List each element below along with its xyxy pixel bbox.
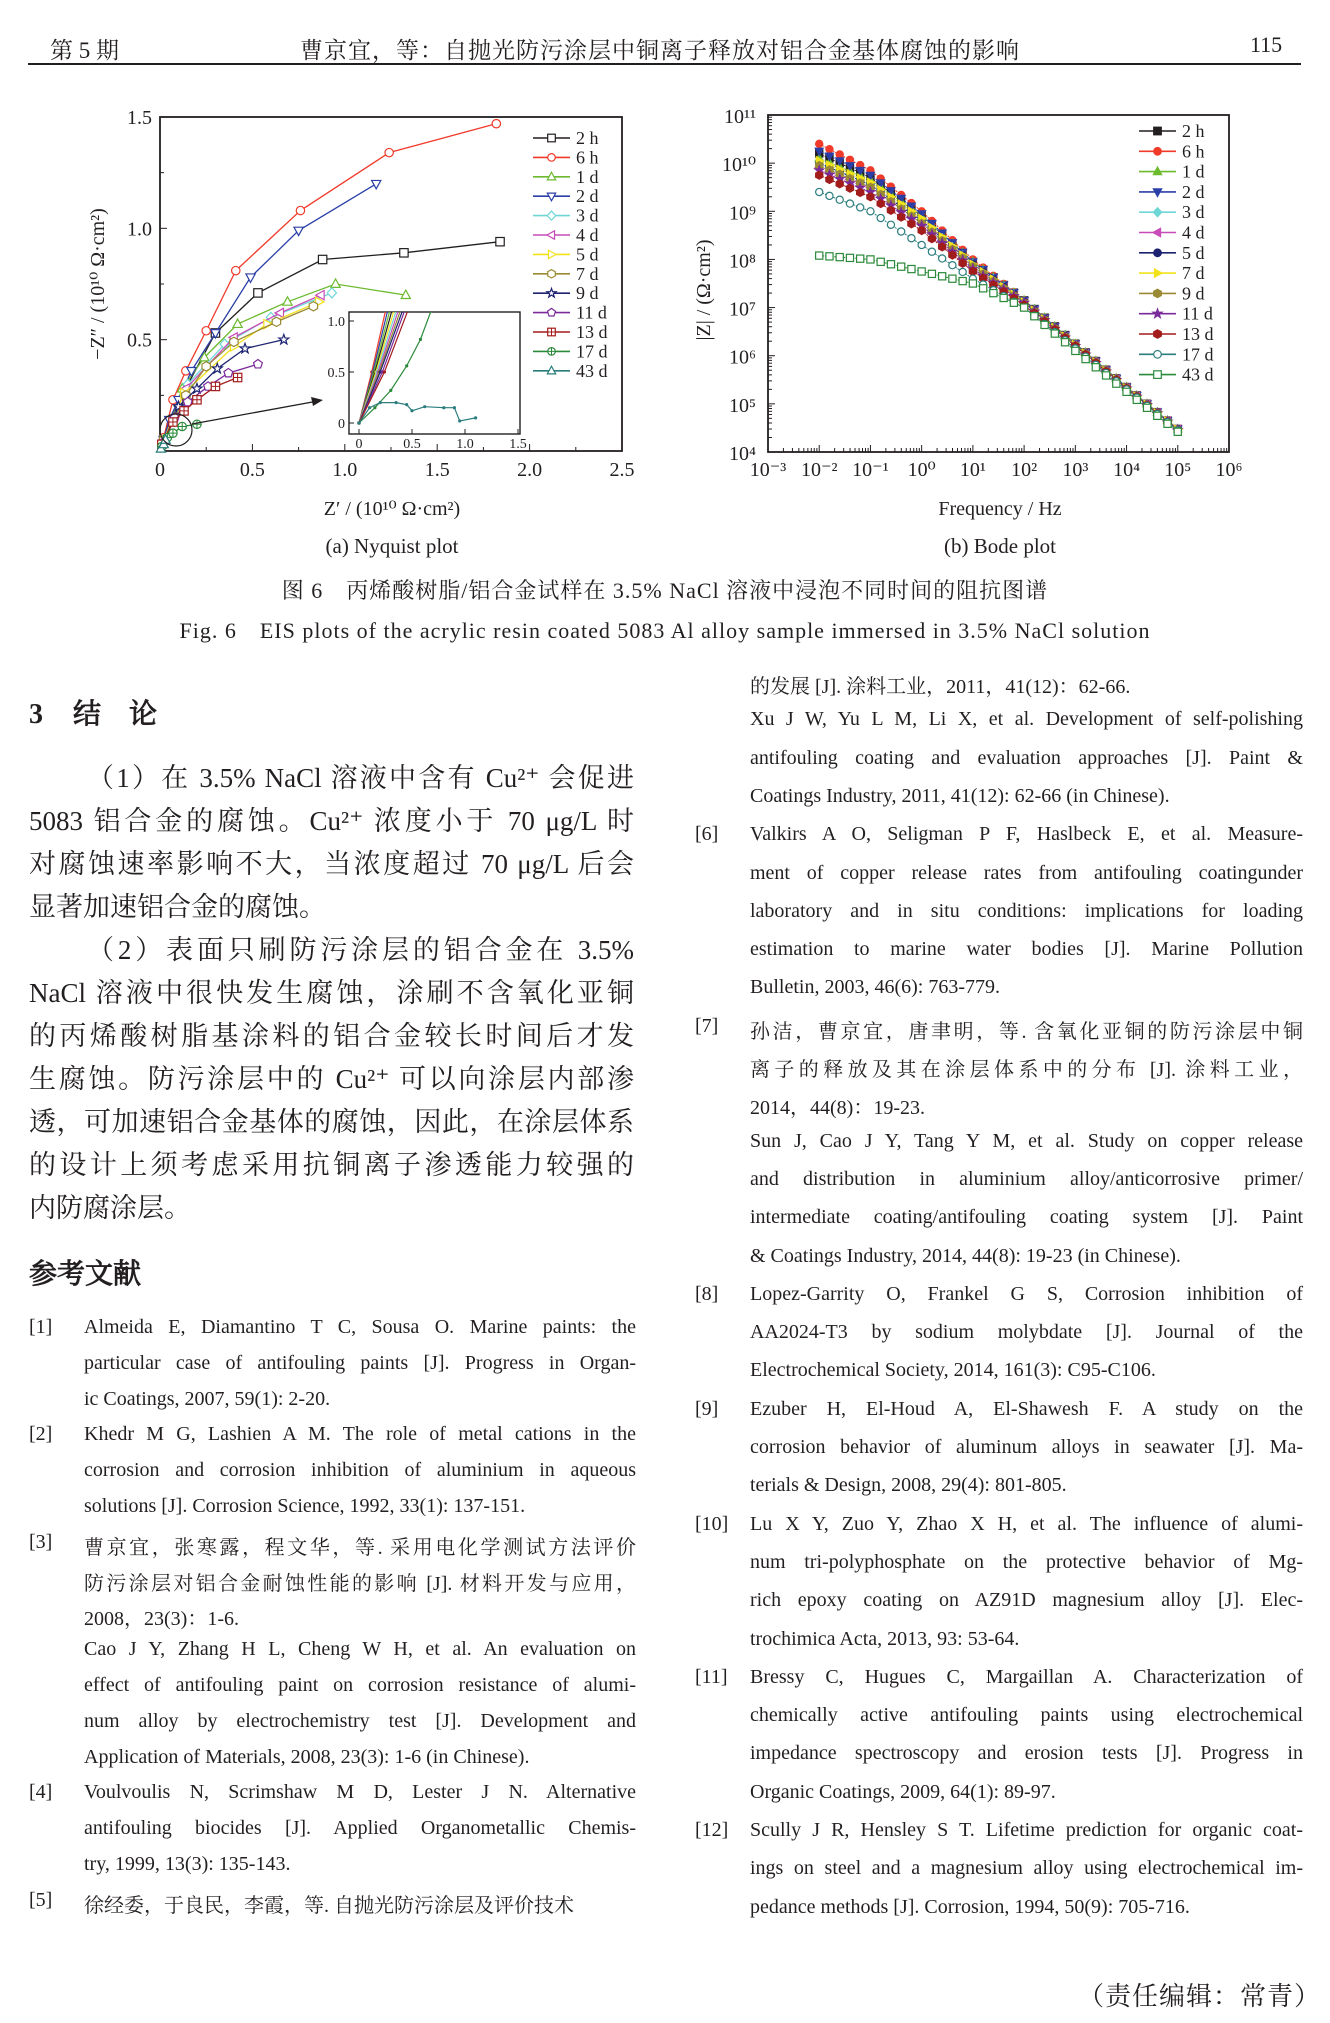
data-point: [877, 200, 884, 208]
text-line: NaCl 溶液中很快发生腐蚀，涂刷不含氧化亚铜: [29, 978, 634, 1008]
reference-line: particular case of antifouling paints [J]. Progress in Organ-: [84, 1351, 636, 1374]
data-point: [1092, 364, 1099, 371]
x-tick-label: 10⁻¹: [852, 459, 889, 481]
reference-number: [6]: [695, 823, 719, 846]
reference-line: Sun J, Cao J Y, Tang Y M, et al. Study on copper release: [750, 1129, 1303, 1152]
figure-caption-en: Fig. 6 EIS plots of the acrylic resin coated 5083 Al alloy sample immersed in 3.5% NaCl solution: [179, 618, 1151, 643]
data-point: [836, 254, 843, 261]
legend-label: 13 d: [1182, 324, 1214, 344]
reference-line: ment of copper release rates from antifouling coatingunder: [750, 861, 1303, 884]
data-point: [1143, 404, 1150, 411]
y-tick-label: 1.5: [127, 107, 152, 129]
page-number: 115: [1250, 32, 1283, 57]
y-tick-label: 10⁷: [729, 298, 756, 321]
data-point: [1154, 371, 1162, 379]
inset-data-point: [405, 403, 408, 406]
reference-line: 离子的释放及其在涂层体系中的分布 [J]. 涂料工业，: [750, 1059, 1303, 1081]
reference-line: Application of Materials, 2008, 23(3): 1-6 (in Chinese).: [84, 1745, 530, 1768]
data-point: [969, 280, 976, 287]
data-point: [1154, 148, 1162, 156]
section-number: 3: [29, 699, 43, 730]
reference-number: [7]: [695, 1014, 719, 1037]
legend-label: 2 h: [1182, 121, 1205, 141]
x-tick-label: 2.0: [517, 459, 543, 481]
data-point: [202, 362, 210, 371]
inset-data-point: [379, 401, 382, 404]
data-point: [969, 268, 976, 276]
legend-label: 2 d: [1182, 181, 1205, 202]
data-point: [1000, 294, 1007, 301]
text-line: 生腐蚀。防污涂层中的 Cu²⁺ 可以向涂层内部渗: [29, 1064, 634, 1094]
x-axis-title: Frequency / Hz: [938, 498, 1062, 520]
text-line: 显著加速铝合金的腐蚀。: [29, 892, 326, 922]
reference-line: 孙洁，曹京宜，唐聿明，等. 含氧化亚铜的防污涂层中铜: [750, 1020, 1303, 1043]
data-point: [898, 228, 905, 235]
inset-y-tick-label: 0.5: [327, 366, 345, 381]
inset-y-tick-label: 1.0: [327, 315, 345, 330]
data-point: [1031, 313, 1038, 320]
x-tick-label: 10⁶: [1215, 459, 1243, 481]
legend-label: 11 d: [576, 302, 607, 323]
data-point: [331, 279, 340, 287]
y-axis-title: |Z| / (Ω·cm²): [693, 239, 715, 341]
data-point: [309, 302, 317, 311]
data-point: [547, 211, 555, 220]
data-point: [1164, 420, 1171, 427]
data-point: [548, 250, 556, 258]
legend-label: 3 d: [1182, 202, 1205, 223]
x-tick-label: 10²: [1011, 459, 1038, 481]
reference-line: solutions [J]. Corrosion Science, 1992, 33(1): 137-151.: [84, 1495, 526, 1517]
y-tick-label: 0.5: [127, 329, 152, 352]
data-point: [254, 289, 262, 297]
data-point: [1061, 339, 1068, 346]
inset-data-point: [442, 406, 445, 409]
data-point: [816, 252, 823, 259]
data-point: [1082, 355, 1089, 362]
text-line: 的设计上须考虑采用抗铜离子渗透能力较强的: [29, 1150, 634, 1180]
data-point: [816, 171, 823, 179]
reference-line: 曹京宜，张寒露，程文华，等. 采用电化学测试方法评价: [84, 1536, 636, 1559]
inset-x-tick-label: 1.5: [509, 437, 527, 452]
y-tick-label: 1.0: [127, 218, 152, 241]
y-tick-label: 10¹¹: [724, 106, 756, 128]
data-point: [928, 270, 935, 277]
data-point: [1072, 347, 1079, 354]
legend-label: 1 d: [1182, 161, 1205, 182]
inset-data-point: [373, 406, 376, 409]
x-tick-label: 10⁵: [1164, 459, 1192, 481]
legend-label: 9 d: [1182, 283, 1205, 304]
data-point: [385, 148, 393, 156]
reference-line: Bressy C, Hugues C, Margaillan A. Characterization of: [750, 1665, 1303, 1688]
x-tick-label: 10³: [1062, 459, 1089, 481]
legend-label: 5 d: [1182, 242, 1205, 263]
inset-data-point: [423, 405, 426, 408]
reference-line: impedance spectroscopy and erosion tests [J]. Progress in: [750, 1742, 1303, 1765]
reference-number: [4]: [29, 1781, 53, 1804]
references-heading: 参考文献: [29, 1259, 142, 1290]
y-tick-label: 10⁶: [729, 346, 756, 369]
data-point: [877, 258, 884, 265]
data-point: [959, 277, 966, 284]
inset-data-point: [395, 401, 398, 404]
x-axis-title: Z′ / (10¹⁰ Ω·cm²): [323, 498, 461, 520]
legend-label: 1 d: [576, 166, 599, 187]
inset-x-tick-label: 0.5: [403, 437, 421, 452]
running-header-title: 曹京宜，等：自抛光防污涂层中铜离子释放对铝合金基体腐蚀的影响: [300, 38, 1020, 63]
data-point: [1153, 309, 1162, 318]
reference-line: ic Coatings, 2007, 59(1): 2-20.: [84, 1387, 331, 1410]
legend-label: 6 h: [1182, 141, 1205, 162]
text-line: （1）在 3.5% NaCl 溶液中含有 Cu²⁺ 会促进: [87, 763, 634, 793]
y-tick-label: 10⁴: [729, 443, 756, 465]
data-point: [867, 208, 874, 215]
reference-line: 徐经委，于良民，李霞，等. 自抛光防污涂层及评价技术: [84, 1894, 574, 1917]
data-point: [980, 285, 987, 292]
section-heading: [29, 692, 187, 732]
figure-caption-cn: 图 6 丙烯酸树脂/铝合金试样在 3.5% NaCl 溶液中浸泡不同时间的阻抗图谱: [281, 578, 1049, 603]
data-point: [918, 268, 925, 275]
reference-line: Ezuber H, El-Houd A, El-Shawesh F. A study on the: [750, 1397, 1303, 1420]
inset-data-point: [419, 338, 422, 341]
subfigure-caption: (b) Bode plot: [944, 534, 1056, 558]
figure-6-charts: [0, 0, 1330, 570]
y-tick-label: 10⁸: [729, 250, 756, 273]
data-point: [230, 337, 238, 346]
legend-label: 4 d: [576, 225, 599, 245]
nyquist-chart: [87, 107, 635, 558]
x-tick-label: 10⁻²: [800, 459, 838, 481]
inset-data-point: [410, 409, 413, 412]
legend-label: 13 d: [576, 322, 608, 342]
data-point: [928, 248, 935, 255]
reference-line: laboratory and in situ conditions: implications for loading: [750, 899, 1303, 922]
data-point: [1154, 351, 1162, 359]
reference-number: [2]: [29, 1423, 53, 1446]
data-point: [547, 288, 556, 297]
data-point: [232, 266, 240, 274]
data-point: [1154, 269, 1162, 277]
x-tick-label: 1.5: [424, 459, 450, 481]
legend-label: 2 d: [576, 186, 599, 207]
reference-line: terials & Design, 2008, 29(4): 801-805.: [750, 1474, 1067, 1497]
running-header-issue: 第 5 期: [50, 38, 119, 63]
data-point: [826, 176, 833, 184]
data-point: [867, 193, 874, 201]
legend-label: 17 d: [576, 341, 608, 362]
text-line: 5083 铝合金的腐蚀。Cu²⁺ 浓度小于 70 μg/L 时: [29, 806, 634, 836]
data-point: [990, 290, 997, 297]
reference-line: pedance methods [J]. Corrosion, 1994, 50(9): 705-716.: [750, 1895, 1190, 1918]
data-point: [496, 237, 504, 245]
data-point: [246, 274, 255, 282]
data-point: [928, 235, 935, 243]
legend-label: 2 h: [576, 128, 599, 148]
data-point: [908, 235, 915, 242]
text-line: 的丙烯酸树脂基涂料的铝合金较长时间后才发: [29, 1021, 634, 1051]
inset-data-point: [453, 406, 456, 409]
data-point: [272, 317, 280, 326]
reference-number: [3]: [29, 1530, 53, 1553]
legend-label: 6 h: [576, 147, 599, 168]
reference-line: Organic Coatings, 2009, 64(1): 89-97.: [750, 1780, 1056, 1803]
data-point: [826, 253, 833, 260]
series-line: [164, 293, 332, 440]
data-point: [816, 188, 823, 195]
reference-line: corrosion and corrosion inhibition of aluminium in aqueous: [84, 1459, 636, 1482]
x-tick-label: 1.0: [332, 459, 358, 481]
data-point: [548, 270, 556, 278]
data-point: [548, 308, 556, 316]
reference-line: 2014，44(8)：19-23.: [750, 1097, 925, 1120]
x-tick-label: 10¹: [959, 459, 986, 481]
legend-label: 43 d: [1182, 364, 1214, 385]
legend-label: 17 d: [1182, 344, 1214, 365]
data-point: [1051, 330, 1058, 337]
reference-number: [5]: [29, 1888, 53, 1911]
data-point: [836, 196, 843, 203]
reference-line: ings on steel and a magnesium alloy using electrochemical im-: [750, 1857, 1303, 1880]
data-point: [949, 262, 956, 269]
data-point: [959, 259, 966, 267]
data-point: [857, 255, 864, 262]
inset-data-point: [405, 364, 408, 367]
y-tick-label: 10⁵: [729, 394, 756, 417]
data-point: [959, 268, 966, 275]
data-point: [1154, 330, 1162, 338]
text-line: （2）表面只刷防污涂层的铝合金在 3.5%: [87, 935, 634, 965]
x-tick-label: 10⁻³: [749, 459, 787, 481]
data-point: [857, 204, 864, 211]
data-point: [275, 308, 283, 317]
reference-line: and distribution in aluminium alloy/anticorrosive primer/: [750, 1167, 1303, 1190]
reference-line: Cao J Y, Zhang H L, Cheng W H, et al. An evaluation on: [84, 1638, 636, 1661]
reference-line: trochimica Acta, 2013, 93: 53-64.: [750, 1627, 1020, 1650]
reference-number: [11]: [695, 1665, 728, 1688]
y-tick-label: 10¹⁰: [721, 154, 756, 177]
legend-label: 9 d: [576, 283, 599, 304]
reference-line: Coatings Industry, 2011, 41(12): 62-66 (in Chinese).: [750, 784, 1170, 807]
data-point: [826, 192, 833, 199]
data-point: [949, 251, 956, 259]
reference-line: Bulletin, 2003, 46(6): 763-779.: [750, 976, 1000, 999]
reference-line: Khedr M G, Lashien A M. The role of metal cations in the: [84, 1423, 636, 1446]
data-point: [224, 368, 233, 376]
data-point: [857, 189, 864, 197]
reference-line: corrosion behavior of aluminum alloys in seawater [J]. Ma-: [750, 1436, 1303, 1458]
reference-line: Lopez-Garrity O, Frankel G S, Corrosion inhibition of: [750, 1282, 1303, 1305]
inset-data-point: [383, 370, 386, 373]
responsible-editor: （责任编辑：常青）: [1078, 1982, 1322, 2011]
legend-label: 3 d: [576, 205, 599, 226]
x-tick-label: 10⁴: [1113, 459, 1141, 481]
data-point: [1153, 208, 1161, 217]
data-point: [400, 249, 408, 257]
reference-line: effect of antifouling paint on corrosion resistance of alumi-: [84, 1674, 636, 1696]
data-point: [939, 255, 946, 262]
reference-line: chemically active antifouling paints using electrochemical: [750, 1704, 1303, 1727]
x-tick-label: 10⁰: [907, 459, 936, 481]
legend-label: 4 d: [1182, 222, 1205, 243]
reference-line: Scully J R, Hensley S T. Lifetime prediction for organic coat-: [750, 1819, 1303, 1841]
data-point: [1021, 304, 1028, 311]
legend-label: 5 d: [576, 244, 599, 265]
reference-line: Electrochemical Society, 2014, 161(3): C95-C106.: [750, 1359, 1156, 1382]
inset-data-point: [389, 389, 392, 392]
data-point: [836, 151, 843, 158]
data-point: [492, 119, 500, 127]
series-line: [819, 256, 1178, 432]
reference-line: num tri-polyphosphate on the protective behavior of Mg-: [750, 1550, 1303, 1573]
data-point: [1123, 388, 1130, 395]
reference-line: 防污涂层对铝合金耐蚀性能的影响 [J]. 材料开发与应用，: [84, 1572, 636, 1595]
data-point: [279, 334, 289, 343]
data-point: [372, 180, 381, 188]
reference-number: [10]: [695, 1512, 729, 1535]
data-point: [1010, 299, 1017, 306]
y-tick-label: 10⁹: [729, 202, 756, 225]
legend-label: 11 d: [1182, 303, 1213, 324]
bode-chart: [693, 106, 1243, 558]
reference-line: num alloy by electrochemistry test [J]. Development and: [84, 1709, 636, 1732]
data-point: [202, 327, 210, 335]
data-point: [898, 213, 905, 221]
data-point: [887, 206, 894, 214]
inset-data-point: [357, 421, 360, 424]
data-point: [826, 146, 833, 153]
data-point: [1041, 321, 1048, 328]
reference-line: 的发展 [J]. 涂料工业，2011，41(12)：62-66.: [750, 676, 1131, 698]
data-point: [867, 256, 874, 263]
data-point: [918, 241, 925, 248]
text-line: 透，可加速铝合金基体的腐蚀，因此，在涂层体系: [29, 1107, 634, 1137]
inset-data-point: [458, 419, 461, 422]
inset-x-tick-label: 1.0: [456, 437, 474, 452]
subfigure-caption: (a) Nyquist plot: [325, 534, 459, 558]
inset-y-tick-label: 0: [338, 417, 345, 432]
zoom-arrow: [192, 401, 318, 424]
data-point: [908, 220, 915, 228]
legend-label: 7 d: [576, 263, 599, 284]
data-point: [939, 273, 946, 280]
legend-label: 43 d: [576, 360, 608, 381]
data-point: [836, 180, 843, 188]
data-point: [1153, 228, 1161, 236]
data-point: [846, 184, 853, 192]
arrow-head: [311, 397, 323, 406]
reference-line: Almeida E, Diamantino T C, Sousa O. Marine paints: the: [84, 1316, 636, 1338]
reference-number: [8]: [695, 1282, 719, 1305]
data-point: [846, 200, 853, 207]
reference-line: AA2024-T3 by sodium molybdate [J]. Journal of the: [750, 1321, 1303, 1344]
x-tick-label: 0.5: [239, 459, 265, 481]
reference-number: [9]: [695, 1397, 719, 1420]
data-point: [296, 206, 304, 214]
data-point: [908, 265, 915, 272]
data-point: [918, 227, 925, 235]
data-point: [898, 263, 905, 270]
reference-line: antifouling biocides [J]. Applied Organometallic Chemis-: [84, 1817, 636, 1840]
reference-line: Voulvoulis N, Scrimshaw M D, Lester J N. Alternative: [84, 1781, 636, 1804]
data-point: [939, 243, 946, 251]
data-point: [816, 140, 823, 147]
data-point: [1154, 127, 1162, 135]
data-point: [547, 231, 555, 239]
data-point: [887, 221, 894, 228]
data-point: [846, 254, 853, 261]
data-point: [318, 255, 326, 263]
reference-line: Xu J W, Yu L M, Li X, et al. Development of self-polishing: [750, 708, 1303, 731]
data-point: [877, 214, 884, 221]
text-line: 对腐蚀速率影响不大，当浓度超过 70 μg/L 后会: [29, 849, 634, 879]
x-tick-label: 0: [155, 459, 165, 481]
legend-label: 7 d: [1182, 263, 1205, 284]
data-point: [1133, 396, 1140, 403]
y-axis-title: −Z″ / (10¹⁰ Ω·cm²): [87, 208, 109, 360]
data-point: [1113, 380, 1120, 387]
data-point: [254, 360, 263, 368]
reference-line: estimation to marine water bodies [J]. Marine Pollution: [750, 938, 1303, 961]
data-point: [548, 154, 556, 162]
reference-number: [12]: [695, 1819, 729, 1841]
inset-data-point: [368, 406, 371, 409]
data-point: [887, 261, 894, 268]
inset-data-point: [474, 416, 477, 419]
reference-line: antifouling coating and evaluation approaches [J]. Paint &: [750, 746, 1303, 769]
data-point: [949, 275, 956, 282]
x-tick-label: 2.5: [609, 459, 635, 481]
text-line: 内防腐涂层。: [29, 1193, 191, 1223]
data-point: [1154, 289, 1162, 297]
reference-line: try, 1999, 13(3): 135-143.: [84, 1853, 291, 1875]
reference-line: Valkirs A O, Seligman P F, Haslbeck E, et al. Measure-: [750, 823, 1303, 846]
reference-line: intermediate coating/antifouling coating system [J]. Paint: [750, 1206, 1303, 1229]
data-point: [1154, 412, 1161, 419]
data-point: [548, 134, 556, 142]
reference-line: & Coatings Industry, 2014, 44(8): 19-23 (in Chinese).: [750, 1244, 1181, 1267]
reference-line: Lu X Y, Zuo Y, Zhao X H, et al. The influence of alumi-: [750, 1512, 1303, 1535]
reference-line: rich epoxy coating on AZ91D magnesium alloy [J]. Elec-: [750, 1589, 1303, 1612]
data-point: [1102, 372, 1109, 379]
inset-x-tick-label: 0: [355, 437, 363, 452]
section-title: 结 论: [73, 699, 158, 730]
reference-number: [1]: [29, 1316, 53, 1338]
data-point: [1174, 428, 1181, 435]
data-point: [327, 288, 336, 298]
reference-line: 2008，23(3)：1-6.: [84, 1608, 239, 1631]
data-point: [1154, 249, 1162, 257]
